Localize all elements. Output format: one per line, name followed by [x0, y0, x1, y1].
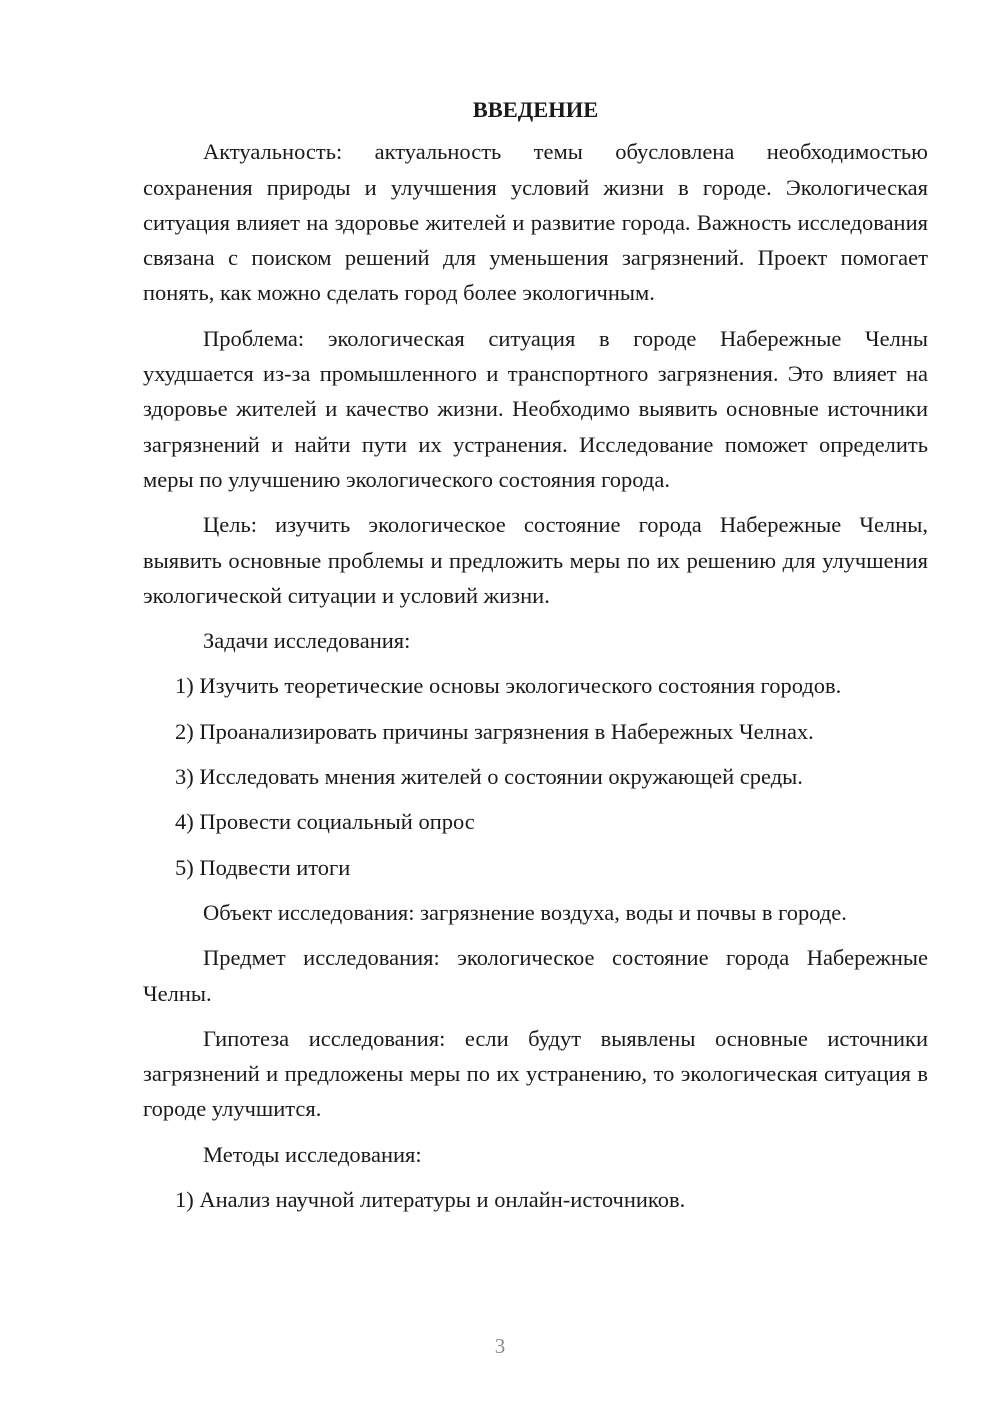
hypothesis-paragraph: Гипотеза исследования: если будут выявлены основные источники загрязнений и предложены меры по их устранению, то экологическая ситуация в городе улучшится.: [143, 1025, 928, 1122]
tasks-list: [143, 668, 928, 884]
subject-paragraph: Предмет исследования: экологическое состояние города Набережные Челны.: [143, 945, 928, 1006]
object-paragraph: Объект исследования: загрязнение воздуха, воды и почвы в городе.: [203, 899, 847, 925]
methods-list: [143, 1182, 928, 1217]
section-heading: ВВЕДЕНИЕ: [472, 97, 599, 122]
relevance-paragraph: Актуальность: актуальность темы обусловлена необходимостью сохранения природы и улучшения условий жизни в городе. Экологическая ситуация влияет на здоровье жителей и развитие города. Важность исследования связана с поиском решений для уменьшения загрязнений. Проект помогает понять, как можно сделать город более экологичным.: [143, 139, 928, 306]
method-item: 1) Анализ научной литературы и онлайн-источников.: [175, 1187, 686, 1213]
task-item: 1) Изучить теоретические основы экологического состояния городов.: [175, 673, 842, 699]
task-item: 3) Исследовать мнения жителей о состоянии окружающей среды.: [175, 764, 803, 790]
goal-paragraph: Цель: изучить экологическое состояние города Набережные Челны, выявить основные проблемы и предложить меры по их решению для улучшения экологической ситуации и условий жизни.: [143, 512, 928, 608]
task-item: 4) Провести социальный опрос: [175, 809, 475, 835]
task-item: 5) Подвести итоги: [175, 854, 351, 880]
document-page: [143, 92, 928, 1227]
page-number: 3: [494, 1334, 506, 1358]
problem-paragraph: Проблема: экологическая ситуация в городе Набережные Челны ухудшается из-за промышленного и транспортного загрязнения. Это влияет на здоровье жителей и качество жизни. Необходимо выявить основные источники загрязнений и найти пути их устранения. Исследование поможет определить меры по улучшению экологического состояния города.: [143, 325, 928, 492]
tasks-label: Задачи исследования:: [203, 628, 411, 654]
methods-label: Методы исследования:: [203, 1141, 422, 1167]
task-item: 2) Проанализировать причины загрязнения в Набережных Челнах.: [175, 718, 814, 744]
